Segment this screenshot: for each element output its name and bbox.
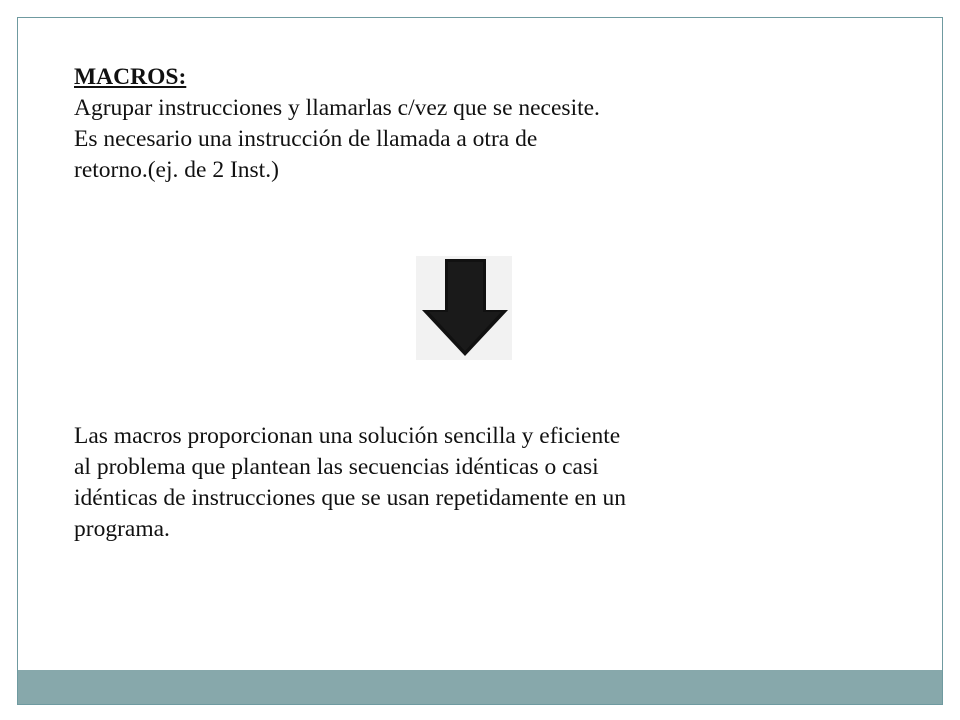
slide-heading: MACROS: <box>74 64 187 90</box>
intro-line: Agrupar instrucciones y llamarlas c/vez que se necesite. <box>74 95 600 121</box>
intro-text-block <box>74 62 874 186</box>
conclusion-line: al problema que plantean las secuencias idénticas o casi <box>74 454 599 480</box>
footer-band <box>18 670 942 704</box>
down-arrow-icon <box>416 256 512 360</box>
conclusion-line: idénticas de instrucciones que se usan repetidamente en un <box>74 485 627 511</box>
intro-line: retorno.(ej. de 2 Inst.) <box>74 157 279 183</box>
conclusion-text-block <box>74 421 874 545</box>
intro-line: Es necesario una instrucción de llamada a otra de <box>74 126 538 152</box>
conclusion-line: Las macros proporcionan una solución sencilla y eficiente <box>74 423 621 449</box>
conclusion-line: programa. <box>74 516 170 542</box>
